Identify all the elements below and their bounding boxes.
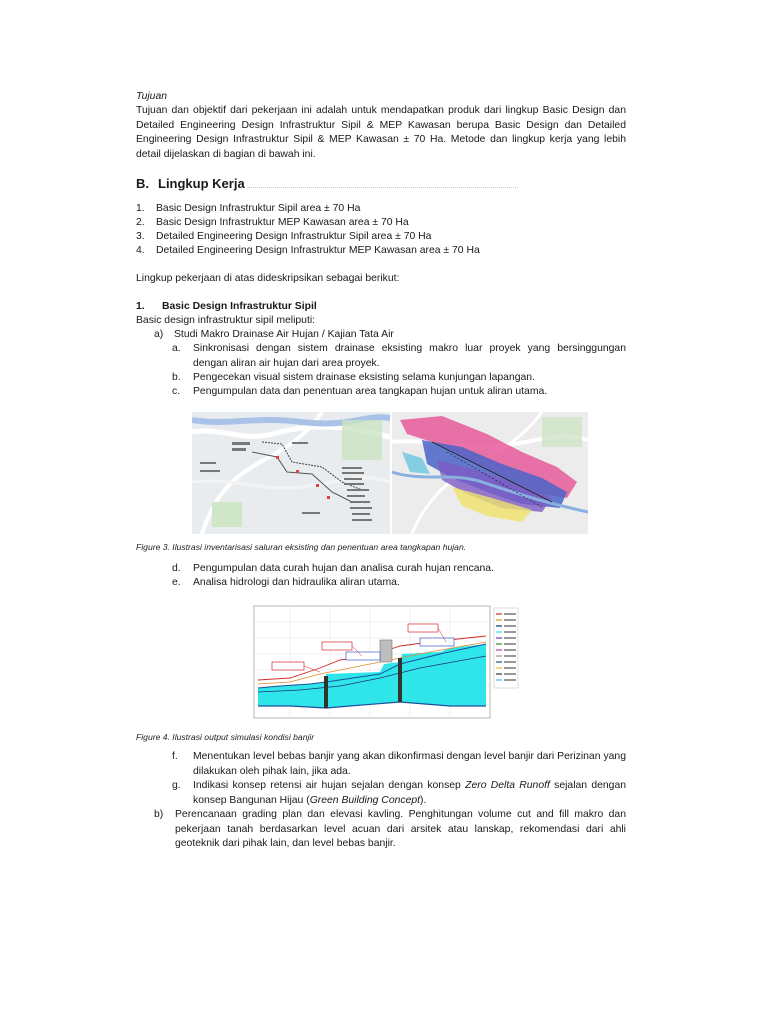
legend bbox=[494, 608, 518, 688]
figure-3-maps bbox=[192, 412, 588, 534]
italic-term: Zero Delta Runoff bbox=[465, 780, 550, 791]
subitem bbox=[172, 342, 626, 372]
tujuan-heading: Tujuan bbox=[136, 91, 167, 102]
tujuan-paragraph: Tujuan dan objektif dari pekerjaan ini adalah untuk mendapatkan produk dari lingkup Basic Design dan Detailed Engineering Design Infrastruktur Sipil & MEP Kawasan berupa Basic Design dan Detailed Engineering Design Infrastruktur Sipil & MEP Kawasan ± 70 Ha. Metode dan lingkup kerja yang lebih detail dijelaskan di bagian di bawah ini. bbox=[136, 105, 626, 160]
subitem-label: f. bbox=[172, 751, 178, 762]
catchment-area-map bbox=[392, 412, 588, 534]
plot-area bbox=[254, 606, 490, 718]
text-run: sejalan dengan konsep Bangunan Hijau ( bbox=[193, 780, 626, 806]
list-item-number: 1. bbox=[136, 203, 145, 214]
figure-3-caption: Figure 3. Ilustrasi inventarisasi saluran eksisting dan penentuan area tangkapan hujan. bbox=[136, 542, 467, 552]
subitem bbox=[172, 750, 626, 780]
italic-term: Green Building Concept bbox=[309, 794, 421, 806]
subitem bbox=[172, 779, 626, 809]
subitem-text: Pengumpulan data curah hujan dan analisa curah hujan rencana. bbox=[193, 563, 494, 574]
subsection-number: 1. bbox=[136, 301, 145, 312]
item-a-label: a) bbox=[154, 329, 164, 340]
figure-4-caption: Figure 4. Ilustrasi output simulasi kondisi banjir bbox=[136, 732, 315, 742]
subitem-label: b. bbox=[172, 372, 181, 383]
figure-4-flood-simulation bbox=[250, 602, 520, 724]
subitem-label: g. bbox=[172, 780, 181, 791]
text-run: ). bbox=[420, 794, 427, 806]
subitem-text: Sinkronisasi dengan sistem drainase eksisting makro luar proyek yang bersinggungan dengan aliran air hujan dari area proyek. bbox=[193, 343, 626, 369]
list-item-text: Detailed Engineering Design Infrastruktur Sipil area ± 70 Ha bbox=[156, 231, 432, 242]
subsection-title: Basic Design Infrastruktur Sipil bbox=[162, 301, 317, 312]
scope-intro: Lingkup pekerjaan di atas dideskripsikan sebagai berikut: bbox=[136, 273, 400, 284]
subitem-label: c. bbox=[172, 386, 181, 397]
section-b-label: B. bbox=[136, 176, 149, 191]
section-b-title: Lingkup Kerja bbox=[158, 176, 245, 191]
subitem-text: Menentukan level bebas banjir yang akan dikonfirmasi dengan level banjir dari Perizinan yang dilakukan oleh pihak lain, jika ada. bbox=[193, 751, 626, 777]
text-run: Indikasi konsep retensi air hujan sejalan dengan konsep bbox=[193, 780, 466, 791]
subitem-label: a. bbox=[172, 343, 181, 354]
list-item-text: Detailed Engineering Design Infrastruktur MEP Kawasan area ± 70 Ha bbox=[156, 245, 480, 256]
subitem-text: Pengumpulan data dan penentuan area tangkapan hujan untuk aliran utama. bbox=[193, 386, 548, 397]
item-b-text: Perencanaan grading plan dan elevasi kavling. Penghitungan volume cut and fill makro dan pekerjaan tanah berdasarkan level acuan dari arsitek atau lanskap, rekomendasi dari ahli geoteknik dari pihak lain, dan level bebas banjir. bbox=[175, 809, 626, 849]
item-b-label: b) bbox=[154, 809, 164, 820]
list-item-text: Basic Design Infrastruktur MEP Kawasan area ± 70 Ha bbox=[156, 217, 409, 228]
section-divider bbox=[248, 187, 518, 188]
subitem-text: Analisa hidrologi dan hidraulika aliran utama. bbox=[193, 577, 400, 588]
item-b bbox=[154, 808, 626, 852]
subitem-text bbox=[193, 779, 626, 808]
drainage-inventory-map bbox=[192, 412, 390, 534]
subsection-intro: Basic design infrastruktur sipil meliputi: bbox=[136, 315, 316, 326]
list-item-text: Basic Design Infrastruktur Sipil area ± 70 Ha bbox=[156, 203, 361, 214]
subitem-text: Pengecekan visual sistem drainase eksisting selama kunjungan lapangan. bbox=[193, 372, 535, 383]
list-item-number: 2. bbox=[136, 217, 145, 228]
subitem-label: d. bbox=[172, 563, 181, 574]
item-a-text: Studi Makro Drainase Air Hujan / Kajian Tata Air bbox=[174, 329, 394, 340]
list-item-number: 4. bbox=[136, 245, 145, 256]
list-item-number: 3. bbox=[136, 231, 145, 242]
subitem-label: e. bbox=[172, 577, 181, 588]
